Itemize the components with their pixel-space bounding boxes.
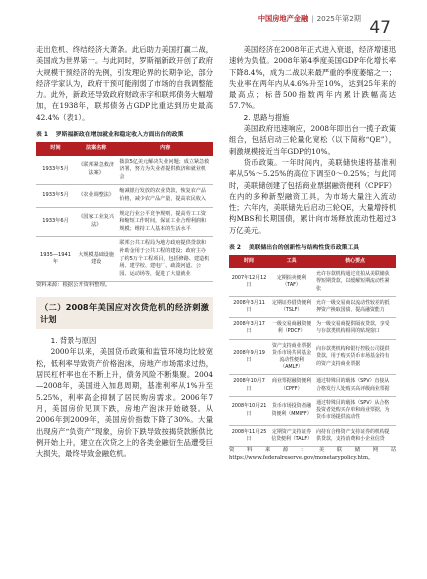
table-row — [36, 207, 213, 237]
table-cell: 定期资产支持证券信贷便利（TALF） — [269, 425, 314, 446]
table-cell: 《联邦紧急救济法案》 — [75, 156, 117, 185]
table-row — [36, 156, 213, 185]
right-paragraph-3: 货币政策。一年时间内，美联储快速将基准利率从5%～5.25%的高位下调至0～0.25%；与此同时，美联储创建了包括商业票据融资便利（CPFF）在内的多种新型融资工具，为市场大量注入流动性；六年内，美联储先后启动三轮QE，大量增持机构MBS和长期国债，累计向市场释放流动性超过3万亿美元。 — [229, 157, 396, 235]
table-cell: 向持有合格资产支持证券的机构提供贷款，支持消费和小企业信贷 — [314, 425, 396, 446]
table1-title: 罗斯福新政在增加就业和稳定收入方面出台的政策 — [55, 132, 184, 139]
table-cell: 通过特殊目的载体（SPV）直接从合格发行人处购买高评级商业票据 — [314, 375, 396, 396]
table-cell: 2008年10月7日 — [229, 375, 269, 396]
table-cell: 允许存款机构通过竞拍从美联储获得短期贷款，以缓解短期流动性紧张 — [314, 268, 396, 296]
table-row — [36, 237, 213, 282]
table-cell: 1935—1941年 — [36, 237, 75, 282]
table2-source: 资料来源：美联储网站 https://www.federalreserve.gov/monetarypolicy.htm。 — [229, 446, 396, 461]
right-paragraph-2: 美国政府迅速响应，2008年即出台一揽子政策组合，包括启动三轮量化宽松（以下简称“QE”），刺激规模接近当年GDP的10%。 — [229, 124, 396, 156]
table-row — [229, 339, 396, 375]
table2-caption — [229, 244, 396, 252]
table-cell: 2008年3月11日 — [229, 296, 269, 317]
journal-name: 中国房地产金融 — [257, 14, 309, 23]
table-cell: 一级交易商融资便利（PDCF） — [269, 318, 314, 339]
table-cell: 大规模基础设施建设 — [75, 237, 117, 282]
subsection-measures: 2. 思路与措施 — [243, 112, 290, 122]
table1 — [36, 142, 213, 282]
table1-header-act: 法案名称 — [75, 142, 117, 156]
left-paragraph-2: 2000年以来，美国货币政策和监管环境均比较宽松，低利率导致资产价格泡沫，房地产市场需求过热，居民杠杆率也在不断上升，债务风险不断集聚。2004—2008年，美国进入加息周期，基准利率从1%升至5.25%，利率高企抑制了居民购房需求。2006年7月，美国房价见顶下跌，房地产泡沫开始破裂。从2006年到2009年，美国房价指数下降了30%。大量出现房产“负资产”现象，房价下跌导致按揭贷款断供比例开始上升，建立在次贷之上的各类金融衍生品遭受巨大损失，最终导致金融危机。 — [36, 347, 213, 459]
table-cell: 定期拍卖便利（TAF） — [269, 268, 314, 296]
table-cell: 2007年12月12日 — [229, 268, 269, 296]
left-paragraph-1: 走出危机、终结经济大萧条。此后助力美国打赢二战，美国成为世界第一。与此同时，罗斯福新政开创了政府大规模干预经济的先例，引发理论界的长期争论，部分经济学家认为，政府干预可能削弱了市场的自我调整能力。此外，新政还导致政府财政赤字和联邦债务大幅增加，在1938年，联邦债务占GDP比重达到历史最高42.4%（表1）。 — [36, 45, 213, 122]
table2-header-points: 核心要点 — [314, 255, 396, 268]
table1-header-content: 内容 — [117, 142, 213, 156]
table2-header-tool: 工具 — [269, 255, 314, 268]
table-cell: 1933年5月 — [36, 185, 75, 207]
subsection-background: 1. 背景与原因 — [50, 336, 97, 346]
page-header — [0, 0, 427, 40]
table-cell: 2008年3月17日 — [229, 318, 269, 339]
table-cell: 《国家工业复兴法》 — [75, 207, 117, 237]
left-column — [36, 44, 213, 459]
header-separator: | — [311, 14, 314, 23]
table-cell: 规定行业公平竞争规则，提高劳工工资和缩短工作时间，保证工业合理利润和规模；维持工人基本的生活水平 — [117, 207, 213, 237]
table1-header-time: 时间 — [36, 142, 75, 156]
table1-number: 表 1 — [36, 132, 48, 139]
table-row — [229, 396, 396, 425]
table-cell: 缩减银行发放的农业贷款，恢复农产品价格，减少农产品产量，提高农民收入 — [117, 185, 213, 207]
journal-running-head — [258, 14, 361, 24]
table2-number: 表 2 — [229, 245, 241, 252]
table1-header-row — [36, 142, 213, 156]
table-cell: 1933年5月 — [36, 156, 75, 185]
table-cell: 向存款类机构和银行控股公司提供贷款，用于购买货币市场基金持有的资产支持商业票据 — [314, 339, 396, 375]
table-cell: 通过特殊目的载体（SPV）从合格投资者处购买存单和商业票据，为货币市场提供流动性 — [314, 396, 396, 425]
table-cell: 1933年6月 — [36, 207, 75, 237]
table-cell: 2008年10月21日 — [229, 396, 269, 425]
header-rule — [272, 40, 391, 41]
table1-caption — [36, 131, 213, 139]
table2-title: 美联储出台的创新性与结构性货币政策工具 — [248, 245, 360, 252]
right-column — [229, 44, 396, 463]
table-cell: 为一级交易商提供隔夜贷款，享受与存款类机构相同的贴现窗口 — [314, 318, 396, 339]
table-cell: 定期证券借贷便利（TSLF） — [269, 296, 314, 317]
table-cell: 允许一级交易商以流动性较差的抵押资产换取国债，提高融资能力 — [314, 296, 396, 317]
table-row — [229, 268, 396, 296]
section-heading: （二）2008年美国应对次贷危机的经济刺激计划 — [36, 297, 213, 329]
table-cell: 2008年11月25日 — [229, 425, 269, 446]
table-row — [229, 375, 396, 396]
table2-header-time: 时间 — [229, 255, 269, 268]
table-row — [36, 185, 213, 207]
table-row — [229, 296, 396, 317]
table-cell: 联邦公共工程局为地方政府提供贷款和补助金用于公共工程的建设；政府主办了约5万个工程项目，包括修路、建造机场、建学校、建电厂、疏浚河道、公园、运动场等，促进了大量就业 — [117, 237, 213, 282]
table1-source: 资料来源：根据公开资料整理。 — [36, 282, 111, 289]
table-cell: 资产支持商业票据货币市场共同基金流动性便利（AMLF） — [269, 339, 314, 375]
table-cell: 拨款5亿美元解决失业问题；成立紧急救济署，努力为失业者提供救济和就业机会 — [117, 156, 213, 185]
page-number: 47 — [369, 18, 391, 38]
right-paragraph-1: 美国经济在2008年正式进入衰退，经济增速迅速转为负值。2008年第4季度美国GDP年化增长率下降8.4%，成为二战以来最严重的季度萎缩之一；失业率在两年内从4.6%升至10%，达到25年来的最高点；标普500指数两年内累计跌幅高达57.7%。 — [229, 45, 396, 111]
table-row — [229, 425, 396, 446]
table2-header-row — [229, 255, 396, 268]
table-cell: 商业票据融资便利（CPFF） — [269, 375, 314, 396]
table-cell: 2008年9月19日 — [229, 339, 269, 375]
table-row — [229, 318, 396, 339]
issue-label: 2025年第2期 — [316, 14, 361, 23]
table-cell: 货币市场投资者融资便利（MMIFF） — [269, 396, 314, 425]
table2 — [229, 255, 396, 447]
table-cell: 《农业调整法》 — [75, 185, 117, 207]
